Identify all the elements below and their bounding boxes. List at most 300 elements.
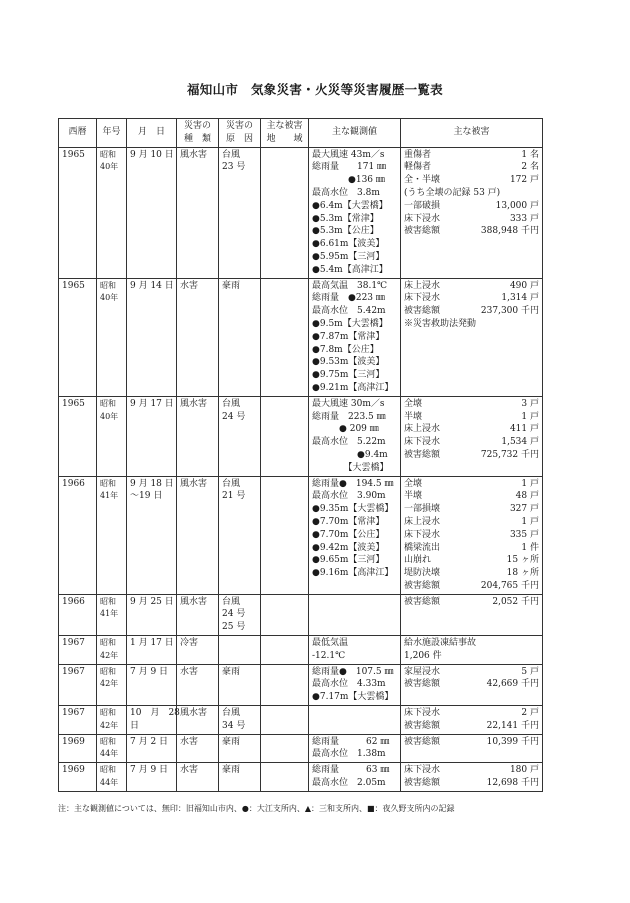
footnote: 注：主な観測値については、無印：旧福知山市内、●：大江支所内、▲：三和支所内、■：夜久野支所内の記録 — [58, 804, 455, 813]
era-line: 40年 — [100, 293, 119, 303]
cause-cell — [219, 636, 261, 665]
area-cell — [261, 763, 309, 792]
damage-line — [404, 542, 539, 555]
type-value: 風水害 — [180, 149, 208, 160]
damage-line — [404, 187, 539, 200]
observation-line: ●5.3m【常津】 — [312, 213, 379, 224]
date-line: 9 月 10 日 — [130, 149, 174, 160]
era-line: 40年 — [100, 411, 119, 421]
header-area: 主な被害 地 域 — [261, 119, 309, 148]
observation-line: ●9.75m【三河】 — [312, 370, 385, 381]
damage-cell — [401, 278, 543, 396]
cause-line: 台風 — [222, 398, 241, 409]
table-row — [59, 476, 543, 594]
damage-line — [404, 449, 539, 462]
type-cell — [177, 476, 219, 594]
date-cell — [127, 763, 177, 792]
observations-cell — [309, 664, 401, 705]
damage-value: 10,399 千円 — [486, 736, 539, 747]
damage-label: 床下浸水 — [404, 213, 441, 224]
year-cell — [59, 278, 97, 396]
era-line: 昭和 — [100, 280, 116, 290]
observation-line: 最高水位 4.33m — [312, 679, 386, 690]
table-row — [59, 664, 543, 705]
era-line: 42年 — [100, 650, 119, 660]
damage-label: 被害総額 — [404, 679, 441, 690]
year-cell — [59, 763, 97, 792]
damage-label: ※災害救助法発動 — [404, 318, 477, 329]
damage-value: 15 ヶ所 — [506, 555, 539, 566]
area-cell — [261, 594, 309, 635]
era-cell — [97, 706, 127, 735]
cause-line: 台風 — [222, 149, 241, 160]
type-cell — [177, 734, 219, 763]
cause-line: 台風 — [222, 596, 241, 607]
era-line: 昭和 — [100, 708, 116, 718]
damage-value: 2,052 千円 — [492, 596, 539, 607]
damage-label: 床下浸水 — [404, 708, 441, 719]
damage-value: 490 戸 — [509, 280, 539, 291]
observation-line: ●6.4m【大雲橋】 — [312, 200, 388, 211]
damage-line — [404, 666, 539, 679]
damage-line — [404, 650, 539, 663]
type-value: 水害 — [180, 736, 199, 747]
table-header-row — [59, 119, 543, 148]
cause-line: 24 号 — [222, 411, 246, 422]
damage-line — [404, 720, 539, 733]
damage-label: 全壊 — [404, 478, 423, 489]
damage-line — [404, 529, 539, 542]
cause-cell — [219, 763, 261, 792]
observation-line: 総雨量 63 ㎜ — [312, 765, 390, 776]
date-cell — [127, 706, 180, 735]
cause-cell — [219, 147, 261, 278]
damage-line — [404, 777, 539, 790]
type-value: 冷害 — [180, 638, 199, 649]
era-cell — [97, 147, 127, 278]
damage-value: 13,000 戸 — [495, 200, 539, 211]
year-value: 1965 — [62, 149, 85, 160]
damage-line — [404, 225, 539, 238]
era-line: 昭和 — [100, 736, 116, 746]
era-line: 41年 — [100, 609, 119, 619]
damage-label: 一部損壊 — [404, 504, 441, 515]
observation-line: ●9.4m — [312, 449, 388, 460]
damage-line — [404, 596, 539, 609]
date-line: 日 — [130, 720, 140, 731]
observation-line: -12.1℃ — [312, 650, 346, 661]
damage-label: 1,206 件 — [404, 650, 442, 661]
cause-cell — [219, 594, 261, 635]
damage-cell — [401, 476, 543, 594]
type-value: 水害 — [180, 765, 199, 776]
observations-cell — [309, 278, 401, 396]
damage-label: 床上浸水 — [404, 280, 441, 291]
damage-value: 388,948 千円 — [480, 226, 539, 237]
damage-line — [404, 490, 539, 503]
type-cell — [177, 636, 219, 665]
damage-value: 1 戸 — [521, 411, 539, 422]
damage-value: 2 戸 — [521, 708, 539, 719]
damage-value: 3 戸 — [521, 398, 539, 409]
cause-line: 34 号 — [222, 720, 246, 731]
date-line: 9 月 17 日 — [130, 398, 174, 409]
table-row — [59, 706, 543, 735]
year-cell — [59, 396, 97, 476]
era-cell — [97, 664, 127, 705]
era-cell — [97, 763, 127, 792]
date-line: ～19 日 — [130, 491, 163, 502]
cause-line: 21 号 — [222, 491, 246, 502]
damage-line — [404, 318, 539, 331]
damage-label: 床下浸水 — [404, 437, 441, 448]
observation-line: 最高気温 38.1℃ — [312, 280, 388, 291]
era-line: 44年 — [100, 749, 119, 759]
damage-value: 2 名 — [521, 162, 539, 173]
damage-label: 被害総額 — [404, 778, 441, 789]
observation-line: 総雨量● 194.5 ㎜ — [312, 478, 394, 489]
damage-line — [404, 292, 539, 305]
date-cell — [127, 734, 177, 763]
cause-line: 24 号 — [222, 609, 246, 620]
damage-line — [404, 149, 539, 162]
header-cause: 災害の 原 因 — [219, 119, 261, 148]
observation-line: ●5.4m【高津江】 — [312, 264, 388, 275]
damage-label: 家屋浸水 — [404, 666, 441, 677]
observation-line: 最高水位 1.38m — [312, 749, 386, 760]
damage-line — [404, 398, 539, 411]
era-cell — [97, 278, 127, 396]
observations-cell — [309, 763, 401, 792]
area-cell — [261, 476, 309, 594]
header-date: 月 日 — [127, 119, 177, 148]
observations-cell — [309, 636, 401, 665]
damage-line — [404, 707, 539, 720]
area-cell — [261, 734, 309, 763]
table-row — [59, 734, 543, 763]
area-cell — [261, 664, 309, 705]
damage-value: 1,534 戸 — [501, 437, 539, 448]
damage-value: 725,732 千円 — [480, 449, 539, 460]
damage-value: 1 件 — [521, 542, 539, 553]
damage-value: 1 戸 — [521, 478, 539, 489]
type-value: 水害 — [180, 280, 199, 291]
era-line: 44年 — [100, 778, 119, 788]
damage-label: 被害総額 — [404, 449, 441, 460]
table-row — [59, 278, 543, 396]
cause-line: 台風 — [222, 478, 241, 489]
damage-line — [404, 213, 539, 226]
damage-line — [404, 174, 539, 187]
date-line: 7 月 9 日 — [130, 666, 169, 677]
damage-label: 重傷者 — [404, 149, 432, 160]
damage-line — [404, 516, 539, 529]
era-line: 昭和 — [100, 765, 116, 775]
type-cell — [177, 396, 219, 476]
observations-cell — [309, 476, 401, 594]
observation-line: 最高水位 5.42m — [312, 306, 386, 317]
damage-value: 335 戸 — [509, 529, 539, 540]
cause-cell — [219, 706, 261, 735]
date-line: 9 月 14 日 — [130, 280, 174, 291]
damage-label: 山崩れ — [404, 555, 432, 566]
year-cell — [59, 664, 97, 705]
damage-line — [404, 436, 539, 449]
year-cell — [59, 594, 97, 635]
type-value: 風水害 — [180, 478, 208, 489]
damage-cell — [401, 763, 543, 792]
cause-line: 豪雨 — [222, 666, 241, 677]
observation-line: ●5.3m【公庄】 — [312, 226, 379, 237]
observation-line: 総雨量 223.5 ㎜ — [312, 411, 386, 422]
observation-line: ●9.65m【三河】 — [312, 555, 385, 566]
era-line: 昭和 — [100, 666, 116, 676]
observations-cell — [309, 594, 401, 635]
table-row — [59, 147, 543, 278]
date-line: 7 月 9 日 — [130, 765, 169, 776]
page-title: 福知山市 気象災害・火災等災害履歴一覧表 — [186, 82, 443, 97]
damage-label: 半壊 — [404, 491, 423, 502]
type-value: 水害 — [180, 666, 199, 677]
damage-line — [404, 678, 539, 691]
cause-cell — [219, 664, 261, 705]
cause-line: 23 号 — [222, 162, 246, 173]
type-cell — [177, 763, 219, 792]
year-value: 1967 — [62, 666, 85, 677]
area-cell — [261, 278, 309, 396]
era-line: 42年 — [100, 679, 119, 689]
damage-line — [404, 478, 539, 491]
damage-label: 床下浸水 — [404, 293, 441, 304]
cause-line: 豪雨 — [222, 280, 241, 291]
damage-value: 180 戸 — [509, 765, 539, 776]
era-line: 昭和 — [100, 596, 116, 606]
year-value: 1965 — [62, 398, 85, 409]
era-line: 40年 — [100, 162, 119, 172]
observation-line: 総雨量 171 ㎜ — [312, 162, 387, 173]
observation-line: ●9.16m【高津江】 — [312, 568, 394, 579]
cause-line: 豪雨 — [222, 765, 241, 776]
observation-line: ●7.70m【常津】 — [312, 516, 385, 527]
damage-label: 床上浸水 — [404, 424, 441, 435]
damage-line — [404, 764, 539, 777]
year-value: 1966 — [62, 596, 85, 607]
damage-cell — [401, 147, 543, 278]
year-cell — [59, 147, 97, 278]
era-cell — [97, 476, 127, 594]
damage-value: 237,300 千円 — [480, 306, 539, 317]
year-cell — [59, 734, 97, 763]
damage-label: 床下浸水 — [404, 765, 441, 776]
date-cell — [127, 594, 177, 635]
observation-line: 最高水位 3.90m — [312, 491, 386, 502]
damage-value: 22,141 千円 — [486, 720, 539, 731]
type-cell — [177, 147, 219, 278]
damage-label: 半壊 — [404, 411, 423, 422]
era-cell — [97, 636, 127, 665]
damage-value: 18 ヶ所 — [506, 568, 539, 579]
observation-line: ●9.42m【波美】 — [312, 542, 385, 553]
cause-cell — [219, 396, 261, 476]
year-cell — [59, 636, 97, 665]
damage-line — [404, 161, 539, 174]
type-value: 風水害 — [180, 398, 208, 409]
date-cell — [127, 636, 177, 665]
damage-value: 48 戸 — [515, 491, 539, 502]
observation-line: 総雨量 62 ㎜ — [312, 736, 390, 747]
era-cell — [97, 396, 127, 476]
year-cell — [59, 706, 97, 735]
table-row — [59, 594, 543, 635]
damage-value: 204,765 千円 — [480, 580, 539, 591]
type-value: 風水害 — [180, 596, 208, 607]
observation-line: ●7.8m【公庄】 — [312, 344, 379, 355]
damage-label: 被害総額 — [404, 306, 441, 317]
year-value: 1967 — [62, 638, 85, 649]
table-row — [59, 396, 543, 476]
damage-value: 12,698 千円 — [486, 778, 539, 789]
damage-line — [404, 280, 539, 293]
era-line: 昭和 — [100, 149, 116, 159]
date-line: 9 月 25 日 — [130, 596, 174, 607]
year-value: 1965 — [62, 280, 85, 291]
damage-line — [404, 567, 539, 580]
damage-value: 411 戸 — [509, 424, 539, 435]
year-cell — [59, 476, 97, 594]
cause-cell — [219, 734, 261, 763]
damage-cell — [401, 706, 543, 735]
type-value: 風水害 — [180, 708, 208, 719]
observation-line: ● 209 ㎜ — [312, 424, 379, 435]
damage-label: 給水施設凍結事故 — [404, 638, 477, 649]
cause-cell — [219, 278, 261, 396]
era-line: 42年 — [100, 720, 119, 730]
damage-label: 堤防決壊 — [404, 568, 441, 579]
damage-label: (うち全壊の記録 53 戸) — [404, 187, 501, 198]
observation-line: ●9.35m【大雲橋】 — [312, 504, 394, 515]
damage-value: 333 戸 — [509, 213, 539, 224]
type-cell — [177, 706, 219, 735]
damage-label: 被害総額 — [404, 580, 441, 591]
observation-line: ●9.53m【波美】 — [312, 357, 385, 368]
damage-line — [404, 200, 539, 213]
table-row — [59, 763, 543, 792]
damage-value: 1 戸 — [521, 516, 539, 527]
observations-cell — [309, 706, 401, 735]
type-cell — [177, 278, 219, 396]
cause-line: 豪雨 — [222, 736, 241, 747]
era-line: 41年 — [100, 491, 119, 501]
damage-line — [404, 736, 539, 749]
damage-label: 軽傷者 — [404, 162, 432, 173]
damage-label: 被害総額 — [404, 596, 441, 607]
damage-label: 床下浸水 — [404, 529, 441, 540]
observation-line: 最低気温 — [312, 638, 349, 649]
damage-value: 172 戸 — [509, 175, 539, 186]
observation-line: 最高水位 2.05m — [312, 778, 386, 789]
cause-line: 台風 — [222, 708, 241, 719]
damage-line — [404, 423, 539, 436]
area-cell — [261, 706, 309, 735]
observation-line: ●6.61m【波美】 — [312, 239, 385, 250]
observation-line: ●136 ㎜ — [312, 175, 385, 186]
table-row — [59, 636, 543, 665]
damage-value: 327 戸 — [509, 504, 539, 515]
date-line: 7 月 2 日 — [130, 736, 169, 747]
observation-line: 総雨量 ●223 ㎜ — [312, 293, 385, 304]
damage-cell — [401, 594, 543, 635]
observation-line: ●9.21m【高津江】 — [312, 382, 394, 393]
observation-line: ●7.70m【公庄】 — [312, 529, 385, 540]
observation-line: 総雨量● 107.5 ㎜ — [312, 666, 394, 677]
damage-label: 橋梁流出 — [404, 542, 441, 553]
damage-value: 1 名 — [521, 149, 539, 160]
damage-label: 被害総額 — [404, 226, 441, 237]
damage-value: 1,314 戸 — [501, 293, 539, 304]
date-line: 1 月 17 日 — [130, 638, 174, 649]
table-body — [59, 147, 543, 791]
era-line: 昭和 — [100, 478, 116, 488]
damage-label: 全・半壊 — [404, 175, 441, 186]
damage-label: 被害総額 — [404, 720, 441, 731]
observation-line: 最大風速 30m／s — [312, 398, 385, 409]
type-cell — [177, 594, 219, 635]
observation-line: ●9.5m【大雲橋】 — [312, 318, 388, 329]
observations-cell — [309, 734, 401, 763]
observation-line: 【大雲橋】 — [312, 462, 389, 473]
date-cell — [127, 396, 177, 476]
date-cell — [127, 147, 177, 278]
area-cell — [261, 396, 309, 476]
year-value: 1969 — [62, 736, 85, 747]
date-line: 9 月 18 日 — [130, 478, 174, 489]
damage-cell — [401, 664, 543, 705]
damage-label: 被害総額 — [404, 736, 441, 747]
observation-line: 最高水位 3.8m — [312, 187, 380, 198]
year-value: 1969 — [62, 765, 85, 776]
damage-line — [404, 411, 539, 424]
observation-line: ●7.17m【大雲橋】 — [312, 692, 394, 703]
date-cell — [127, 278, 177, 396]
damage-line — [404, 503, 539, 516]
year-value: 1967 — [62, 708, 85, 719]
observations-cell — [309, 147, 401, 278]
date-line: 10 月 28 — [130, 708, 180, 719]
damage-line — [404, 580, 539, 593]
area-cell — [261, 147, 309, 278]
damage-cell — [401, 396, 543, 476]
era-line: 昭和 — [100, 638, 116, 648]
damage-cell — [401, 734, 543, 763]
observation-line: 最高水位 5.22m — [312, 437, 386, 448]
observation-line: ●7.87m【常津】 — [312, 331, 385, 342]
header-type: 災害の 種 類 — [177, 119, 219, 148]
observation-line: ●5.95m【三河】 — [312, 251, 385, 262]
header-damage: 主な被害 — [401, 119, 543, 148]
cause-cell — [219, 476, 261, 594]
area-cell — [261, 636, 309, 665]
damage-label: 全壊 — [404, 398, 423, 409]
era-line: 昭和 — [100, 398, 116, 408]
damage-label: 一部破損 — [404, 200, 441, 211]
date-cell — [127, 664, 177, 705]
damage-cell — [401, 636, 543, 665]
damage-label: 床上浸水 — [404, 516, 441, 527]
damage-line — [404, 637, 539, 650]
damage-line — [404, 554, 539, 567]
header-era: 年号 — [97, 119, 127, 148]
header-observations: 主な観測値 — [309, 119, 401, 148]
